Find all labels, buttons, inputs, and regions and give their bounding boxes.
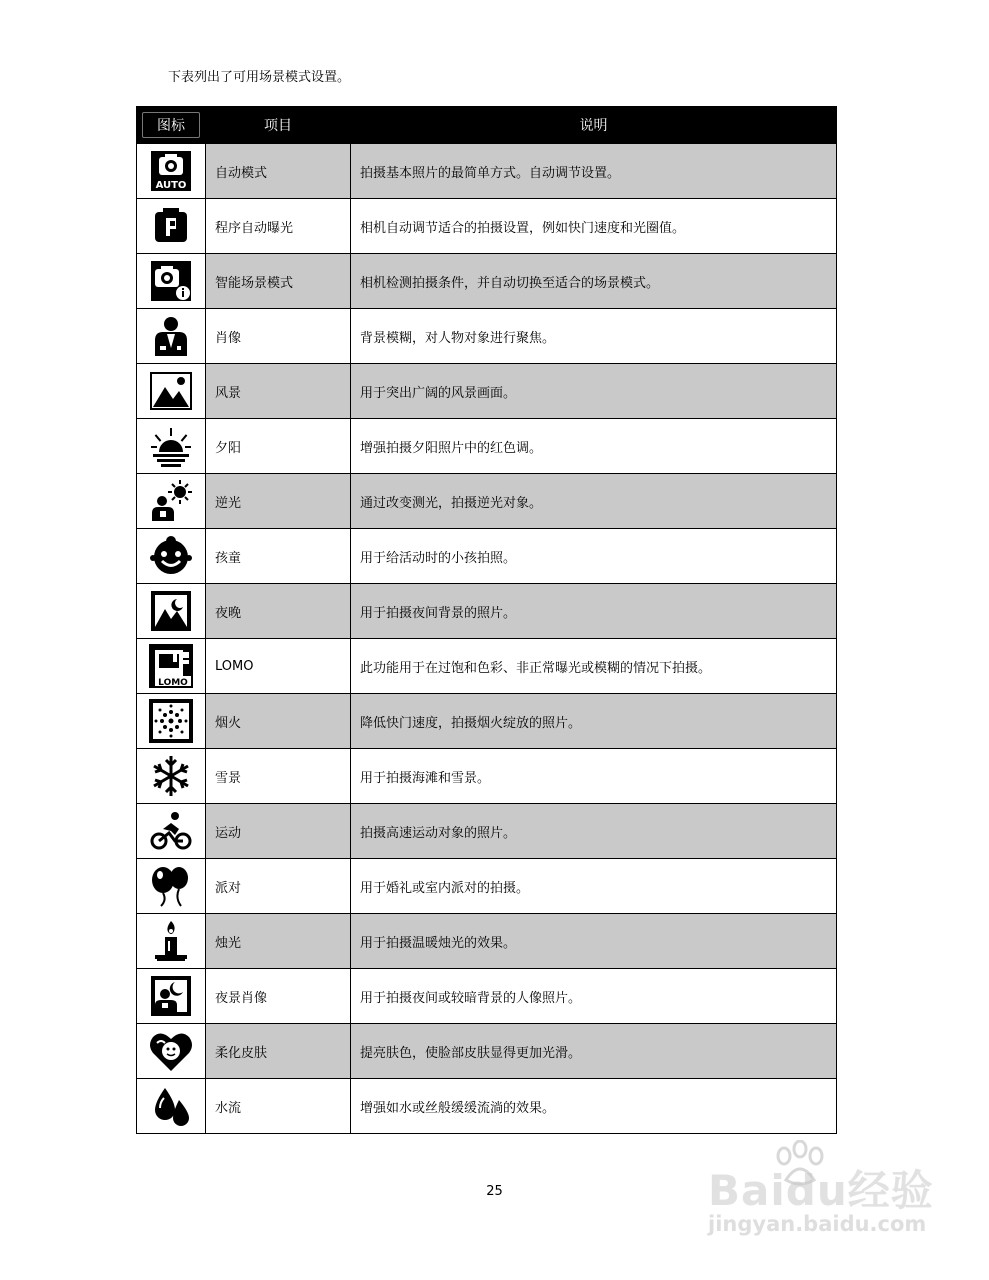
item-name: 派对 bbox=[206, 859, 351, 914]
intro-text: 下表列出了可用场景模式设置。 bbox=[168, 70, 351, 85]
table-row bbox=[137, 694, 837, 749]
item-description: 用于给活动时的小孩拍照。 bbox=[351, 529, 837, 584]
item-name: 烟火 bbox=[206, 694, 351, 749]
table-row bbox=[137, 144, 837, 199]
item-description: 提亮肤色，使脸部皮肤显得更加光滑。 bbox=[351, 1024, 837, 1079]
svg-text:LOMO: LOMO bbox=[158, 678, 188, 688]
item-description: 用于拍摄夜间背景的照片。 bbox=[351, 584, 837, 639]
icon-cell bbox=[137, 804, 206, 859]
table-row bbox=[137, 1024, 837, 1079]
scene-mode-table bbox=[136, 106, 837, 1134]
item-description: 用于婚礼或室内派对的拍摄。 bbox=[351, 859, 837, 914]
table-row bbox=[137, 584, 837, 639]
item-name: 肖像 bbox=[206, 309, 351, 364]
header-item: 项目 bbox=[206, 107, 351, 144]
watermark-brand: Baidu经验 bbox=[708, 1166, 934, 1215]
item-description: 增强拍摄夕阳照片中的红色调。 bbox=[351, 419, 837, 474]
item-description: 用于拍摄温暖烛光的效果。 bbox=[351, 914, 837, 969]
fireworks-icon bbox=[147, 697, 195, 745]
table-row bbox=[137, 199, 837, 254]
icon-cell bbox=[137, 914, 206, 969]
item-description: 用于拍摄夜间或较暗背景的人像照片。 bbox=[351, 969, 837, 1024]
icon-cell bbox=[137, 1024, 206, 1079]
item-description: 背景模糊，对人物对象进行聚焦。 bbox=[351, 309, 837, 364]
item-name: 孩童 bbox=[206, 529, 351, 584]
item-name: 逆光 bbox=[206, 474, 351, 529]
table-row bbox=[137, 749, 837, 804]
item-description: 通过改变测光，拍摄逆光对象。 bbox=[351, 474, 837, 529]
icon-cell bbox=[137, 859, 206, 914]
cyclist-icon bbox=[147, 807, 195, 855]
table-row bbox=[137, 639, 837, 694]
table-header-row bbox=[137, 107, 837, 144]
item-name: 烛光 bbox=[206, 914, 351, 969]
page-number: 25 bbox=[486, 1184, 503, 1199]
icon-cell bbox=[137, 749, 206, 804]
icon-cell bbox=[137, 144, 206, 199]
icon-cell bbox=[137, 639, 206, 694]
svg-text:AUTO: AUTO bbox=[155, 180, 187, 191]
icon-cell bbox=[137, 474, 206, 529]
item-description: 相机检测拍摄条件，并自动切换至适合的场景模式。 bbox=[351, 254, 837, 309]
item-name: 智能场景模式 bbox=[206, 254, 351, 309]
water-drops-icon bbox=[147, 1082, 195, 1130]
icon-cell bbox=[137, 694, 206, 749]
item-name: 运动 bbox=[206, 804, 351, 859]
item-name: 程序自动曝光 bbox=[206, 199, 351, 254]
icon-cell bbox=[137, 969, 206, 1024]
item-description: 拍摄基本照片的最简单方式。自动调节设置。 bbox=[351, 144, 837, 199]
table-row bbox=[137, 914, 837, 969]
item-name: 柔化皮肤 bbox=[206, 1024, 351, 1079]
program-p-icon bbox=[147, 202, 195, 250]
table-row bbox=[137, 309, 837, 364]
candle-icon bbox=[147, 917, 195, 965]
soft-skin-icon bbox=[147, 1027, 195, 1075]
icon-cell bbox=[137, 199, 206, 254]
table-row bbox=[137, 474, 837, 529]
icon-cell bbox=[137, 1079, 206, 1134]
backlight-icon bbox=[147, 477, 195, 525]
header-icon: 图标 bbox=[137, 107, 206, 144]
table-row bbox=[137, 419, 837, 474]
item-description: 此功能用于在过饱和色彩、非正常曝光或模糊的情况下拍摄。 bbox=[351, 639, 837, 694]
item-description: 用于拍摄海滩和雪景。 bbox=[351, 749, 837, 804]
item-name: LOMO bbox=[206, 639, 351, 694]
item-description: 相机自动调节适合的拍摄设置，例如快门速度和光圈值。 bbox=[351, 199, 837, 254]
item-name: 夜晚 bbox=[206, 584, 351, 639]
table-row bbox=[137, 364, 837, 419]
landscape-icon bbox=[147, 367, 195, 415]
icon-cell bbox=[137, 529, 206, 584]
item-description: 增强如水或丝般缓缓流淌的效果。 bbox=[351, 1079, 837, 1134]
night-scene-icon bbox=[147, 587, 195, 635]
balloons-icon bbox=[147, 862, 195, 910]
baidu-watermark bbox=[700, 1140, 940, 1250]
item-name: 雪景 bbox=[206, 749, 351, 804]
icon-cell bbox=[137, 309, 206, 364]
header-desc: 说明 bbox=[351, 107, 837, 144]
sunset-icon bbox=[147, 422, 195, 470]
auto-camera-icon bbox=[147, 147, 195, 195]
item-name: 夜景肖像 bbox=[206, 969, 351, 1024]
icon-cell bbox=[137, 419, 206, 474]
intelligent-scene-icon bbox=[147, 257, 195, 305]
item-name: 自动模式 bbox=[206, 144, 351, 199]
table-row bbox=[137, 804, 837, 859]
child-face-icon bbox=[147, 532, 195, 580]
item-name: 水流 bbox=[206, 1079, 351, 1134]
table-row bbox=[137, 969, 837, 1024]
icon-cell bbox=[137, 254, 206, 309]
table-row bbox=[137, 529, 837, 584]
item-name: 风景 bbox=[206, 364, 351, 419]
item-description: 降低快门速度，拍摄烟火绽放的照片。 bbox=[351, 694, 837, 749]
item-description: 用于突出广阔的风景画面。 bbox=[351, 364, 837, 419]
table-row bbox=[137, 859, 837, 914]
night-portrait-icon bbox=[147, 972, 195, 1020]
icon-cell bbox=[137, 584, 206, 639]
lomo-film-icon bbox=[147, 642, 195, 690]
item-description: 拍摄高速运动对象的照片。 bbox=[351, 804, 837, 859]
table-row bbox=[137, 254, 837, 309]
table-row bbox=[137, 1079, 837, 1134]
icon-cell bbox=[137, 364, 206, 419]
portrait-icon bbox=[147, 312, 195, 360]
snowflake-icon bbox=[147, 752, 195, 800]
watermark-url: jingyan.baidu.com bbox=[708, 1212, 927, 1236]
item-name: 夕阳 bbox=[206, 419, 351, 474]
